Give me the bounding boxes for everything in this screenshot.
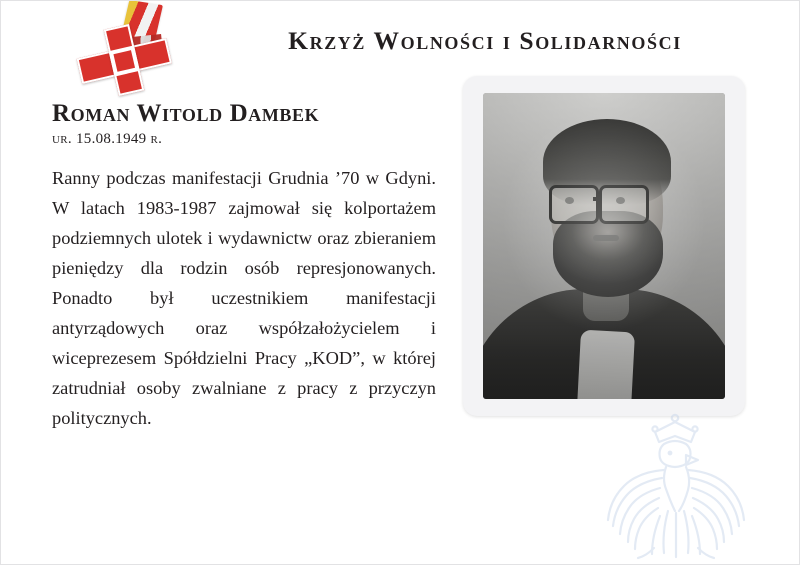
person-name-block <box>52 100 452 148</box>
person-birth-date: ur. 15.08.1949 r. <box>52 131 163 147</box>
person-name: Roman Witold Dambek <box>52 100 320 127</box>
polish-eagle-watermark-icon <box>560 398 790 565</box>
page-title: Krzyż Wolności i Solidarności <box>288 26 682 55</box>
cross-icon <box>64 15 185 106</box>
portrait-photo <box>483 93 725 399</box>
cross-emblem-icon <box>52 2 192 94</box>
biography-text: Ranny podczas manifestacji Grudnia ’70 w Gdyni. W latach 1983-1987 zajmował się kolportażem podziemnych ulotek i wydawnictw oraz zbieraniem pieniędzy dla rodzin osób represjonowanych. Ponadto był uczestnikiem manifestacji antyrządowych oraz współzałożycielem i wiceprezesem Spółdzielni Pracy „KOD”, w której zatrudniał osoby zwalniane z pracy z przyczyn politycznych. <box>52 168 436 428</box>
portrait-vignette <box>483 93 725 399</box>
document-header <box>0 0 800 82</box>
portrait-frame <box>463 76 745 416</box>
